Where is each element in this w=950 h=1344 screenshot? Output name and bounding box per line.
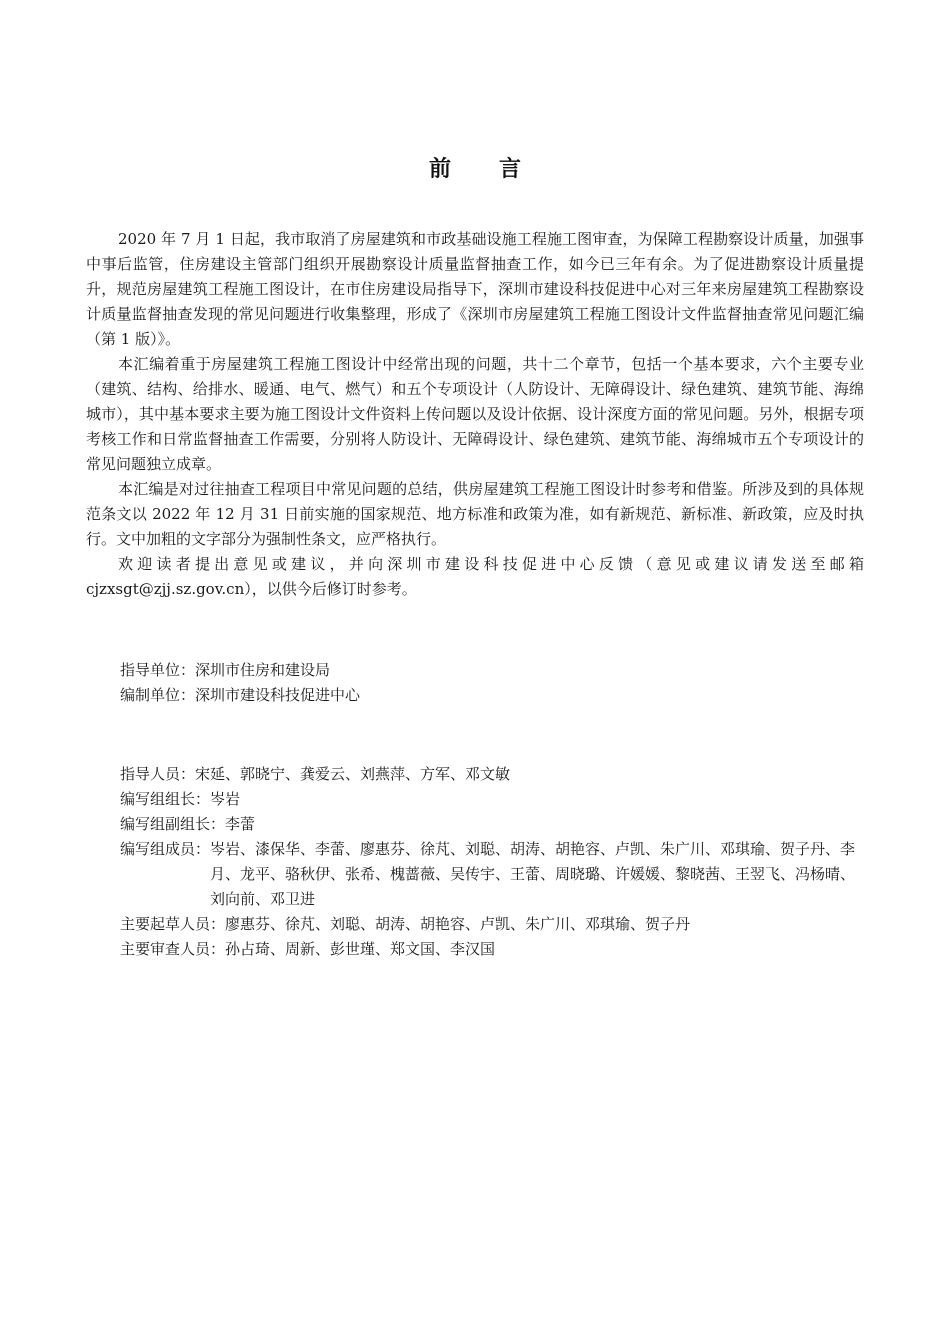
staff-label: 编写组副组长： [120, 815, 226, 833]
staff-label: 编写组成员： [120, 840, 211, 858]
staff-label: 主要审查人员： [120, 940, 226, 958]
staff-list [120, 762, 865, 962]
compiling-unit-row [120, 683, 360, 708]
staff-value: 宋延、郭晓宁、龚爱云、刘燕萍、方军、邓文敏 [195, 765, 511, 783]
guiding-unit-row [120, 658, 360, 683]
title-char-1: 前 [428, 157, 451, 182]
organization-units [120, 658, 360, 708]
staff-row-deputy-leader [120, 812, 865, 837]
paragraph-4: 欢迎读者提出意见或建议，并向深圳市建设科技促进中心反馈（意见或建议请发送至邮箱 cjzxsgt@zjj.sz.gov.cn），以供今后修订时参考。 [86, 555, 864, 598]
staff-label: 指导人员： [120, 765, 196, 783]
staff-value: 岑岩 [210, 790, 241, 808]
staff-value: 廖惠芬、徐芃、刘聪、胡涛、胡艳容、卢凯、朱广川、邓琪瑜、贺子丹 [225, 915, 691, 933]
staff-row-guiding [120, 762, 865, 787]
staff-label: 编写组组长： [120, 790, 211, 808]
preface-body [86, 227, 864, 602]
compiling-unit-value: 深圳市建设科技促进中心 [195, 686, 361, 704]
staff-value: 岑岩、漆保华、李蕾、廖惠芬、徐芃、刘聪、胡涛、胡艳容、卢凯、朱广川、邓琪瑜、贺子丹、李月、龙平、骆秋伊、张希、槐蔷薇、吴传宇、王蕾、周晓璐、许媛媛、黎晓茜、王翌飞、冯杨晴、刘向前、邓卫进 [210, 840, 856, 908]
guiding-unit-value: 深圳市住房和建设局 [195, 661, 331, 679]
staff-row-reviewers [120, 937, 865, 962]
staff-value: 孙占琦、周新、彭世瑾、郑文国、李汉国 [225, 940, 496, 958]
paragraph-3: 本汇编是对过往抽查工程项目中常见问题的总结，供房屋建筑工程施工图设计时参考和借鉴。所涉及到的具体规范条文以 2022 年 12 月 31 日前实施的国家规范、地方标准和政策为准，如有新规范、新标准、新政策，应及时执行。文中加粗的文字部分为强制性条文，应严格执行。 [86, 480, 864, 548]
page-title [0, 152, 950, 183]
paragraph-1: 2020 年 7 月 1 日起，我市取消了房屋建筑和市政基础设施工程施工图审查，为保障工程勘察设计质量，加强事中事后监管，住房建设主管部门组织开展勘察设计质量监督抽查工作，如今已三年有余。为了促进勘察设计质量提升，规范房屋建筑工程施工图设计，在市住房建设局指导下，深圳市建设科技促进中心对三年来房屋建筑工程勘察设计质量监督抽查发现的常见问题进行收集整理，形成了《深圳市房屋建筑工程施工图设计文件监督抽查常见问题汇编（第 1 版）》。 [86, 230, 864, 348]
staff-row-members [120, 837, 865, 912]
paragraph-2: 本汇编着重于房屋建筑工程施工图设计中经常出现的问题，共十二个章节，包括一个基本要求，六个主要专业（建筑、结构、给排水、暖通、电气、燃气）和五个专项设计（人防设计、无障碍设计、绿色建筑、建筑节能、海绵城市），其中基本要求主要为施工图设计文件资料上传问题以及设计依据、设计深度方面的常见问题。另外，根据专项考核工作和日常监督抽查工作需要，分别将人防设计、无障碍设计、绿色建筑、建筑节能、海绵城市五个专项设计的常见问题独立成章。 [86, 355, 864, 473]
staff-value: 李蕾 [225, 815, 256, 833]
compiling-unit-label: 编制单位： [120, 686, 196, 704]
title-char-2: 言 [499, 157, 522, 182]
staff-label: 主要起草人员： [120, 915, 226, 933]
guiding-unit-label: 指导单位： [120, 661, 196, 679]
staff-row-drafters [120, 912, 865, 937]
staff-row-leader [120, 787, 865, 812]
